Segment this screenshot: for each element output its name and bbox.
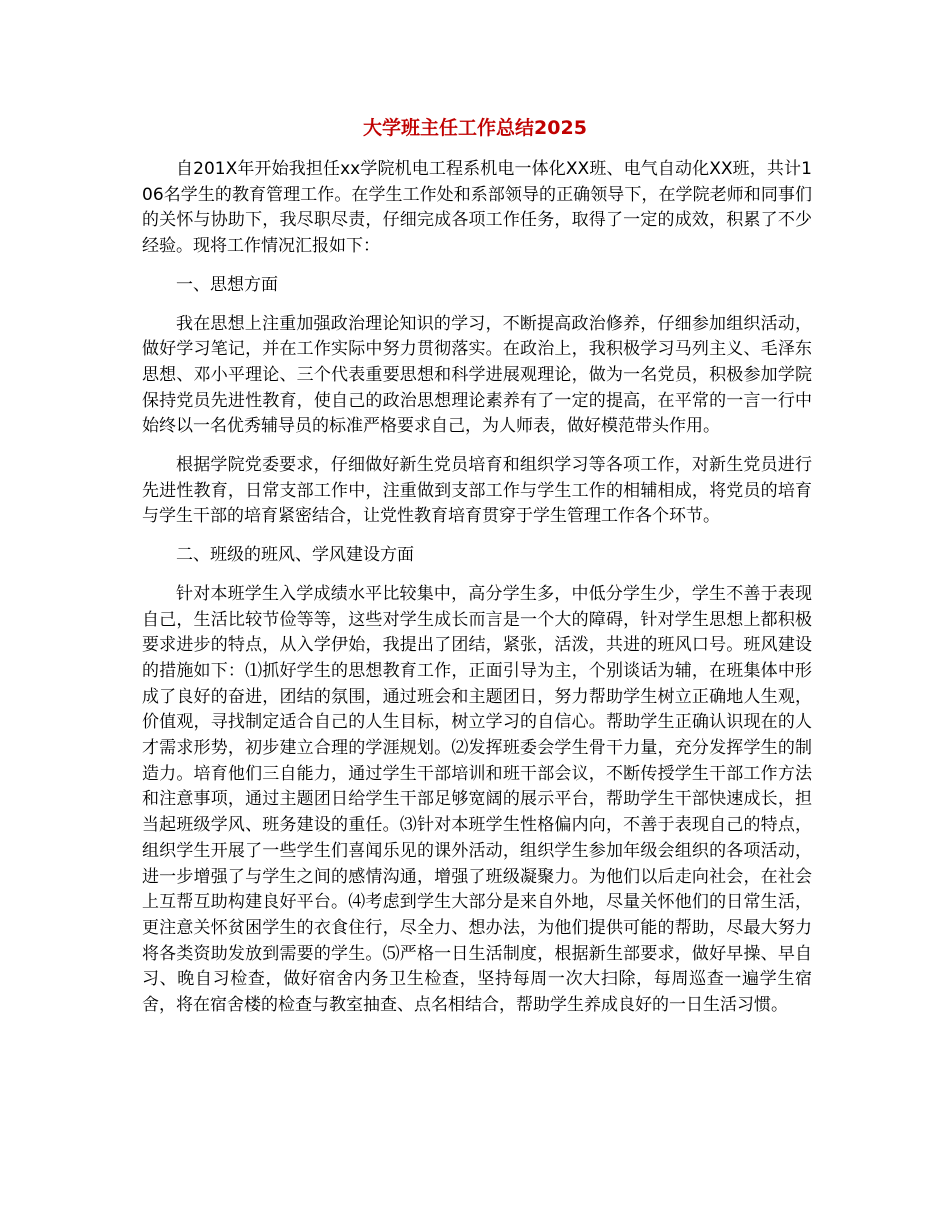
section-heading-thought: 一、思想方面	[176, 274, 278, 295]
section-heading-class-style: 二、班级的班风、学风建设方面	[176, 545, 414, 566]
paragraph-thought-1: 我在思想上注重加强政治理论知识的学习，不断提高政治修养，仔细参加组织活动，做好学习笔记，并在工作实际中努力贯彻落实。在政治上，我积极学习马列主义、毛泽东思想、邓小平理论、三个代表重要思想和科学进展观理论，做为一名党员，积极参加学院保持党员先进性教育，使自己的政治思想理论素养有了一定的提高，在平常的一言一行中始终以一名优秀辅导员的标准严格要求自己，为人师表，做好模范带头作用。	[142, 313, 812, 437]
page-title: 大学班主任工作总结2025	[363, 117, 587, 139]
paragraph-class-style: 针对本班学生入学成绩水平比较集中，高分学生多，中低分学生少，学生不善于表现自己，生活比较节俭等等，这些对学生成长而言是一个大的障碍，针对学生思想上都积极要求进步的特点，从入学伊始，我提出了团结，紧张，活泼，共进的班风口号。班风建设的措施如下：⑴抓好学生的思想教育工作，正面引导为主，个别谈话为辅，在班集体中形成了良好的奋进，团结的氛围，通过班会和主题团日，努力帮助学生树立正确地人生观，价值观，寻找制定适合自己的人生目标，树立学习的自信心。帮助学生正确认识现在的人才需求形势，初步建立合理的学涯规划。⑵发挥班委会学生骨干力量，充分发挥学生的制造力。培育他们三自能力，通过学生干部培训和班干部会议，不断传授学生干部工作方法和注意事项，通过主题团日给学生干部足够宽阔的展示平台，帮助学生干部快速成长，担当起班级学风、班务建设的重任。⑶针对本班学生性格偏内向，不善于表现自己的特点，组织学生开展了一些学生们喜闻乐见的课外活动，组织学生参加年级会组织的各项活动，进一步增强了与学生之间的感情沟通，增强了班级凝聚力。为他们以后走向社会，在社会上互帮互助构建良好平台。⑷考虑到学生大部分是来自外地，尽量关怀他们的日常生活，更注意关怀贫困学生的衣食住行，尽全力、想办法，为他们提供可能的帮助，尽最大努力将各类资助发放到需要的学生。⑸严格一日生活制度，根据新生部要求，做好早操、早自习、晚自习检查，做好宿舍内务卫生检查，坚持每周一次大扫除，每周巡查一遍学生宿舍，将在宿舍楼的检查与教室抽查、点名相结合，帮助学生养成良好的一日生活习惯。	[142, 583, 812, 1016]
document-body	[142, 157, 812, 1032]
paragraph-thought-2: 根据学院党委要求，仔细做好新生党员培育和组织学习等各项工作，对新生党员进行先进性教育，日常支部工作中，注重做到支部工作与学生工作的相辅相成，将党员的培育与学生干部的培育紧密结合，让党性教育培育贯穿于学生管理工作各个环节。	[142, 455, 812, 527]
paragraph-intro: 自201X年开始我担任xx学院机电工程系机电一体化XX班、电气自动化XX班，共计106名学生的教育管理工作。在学生工作处和系部领导的正确领导下，在学院老师和同事们的关怀与协助下，我尽职尽责，仔细完成各项工作任务，取得了一定的成效，积累了不少经验。现将工作情况汇报如下：	[142, 159, 812, 257]
